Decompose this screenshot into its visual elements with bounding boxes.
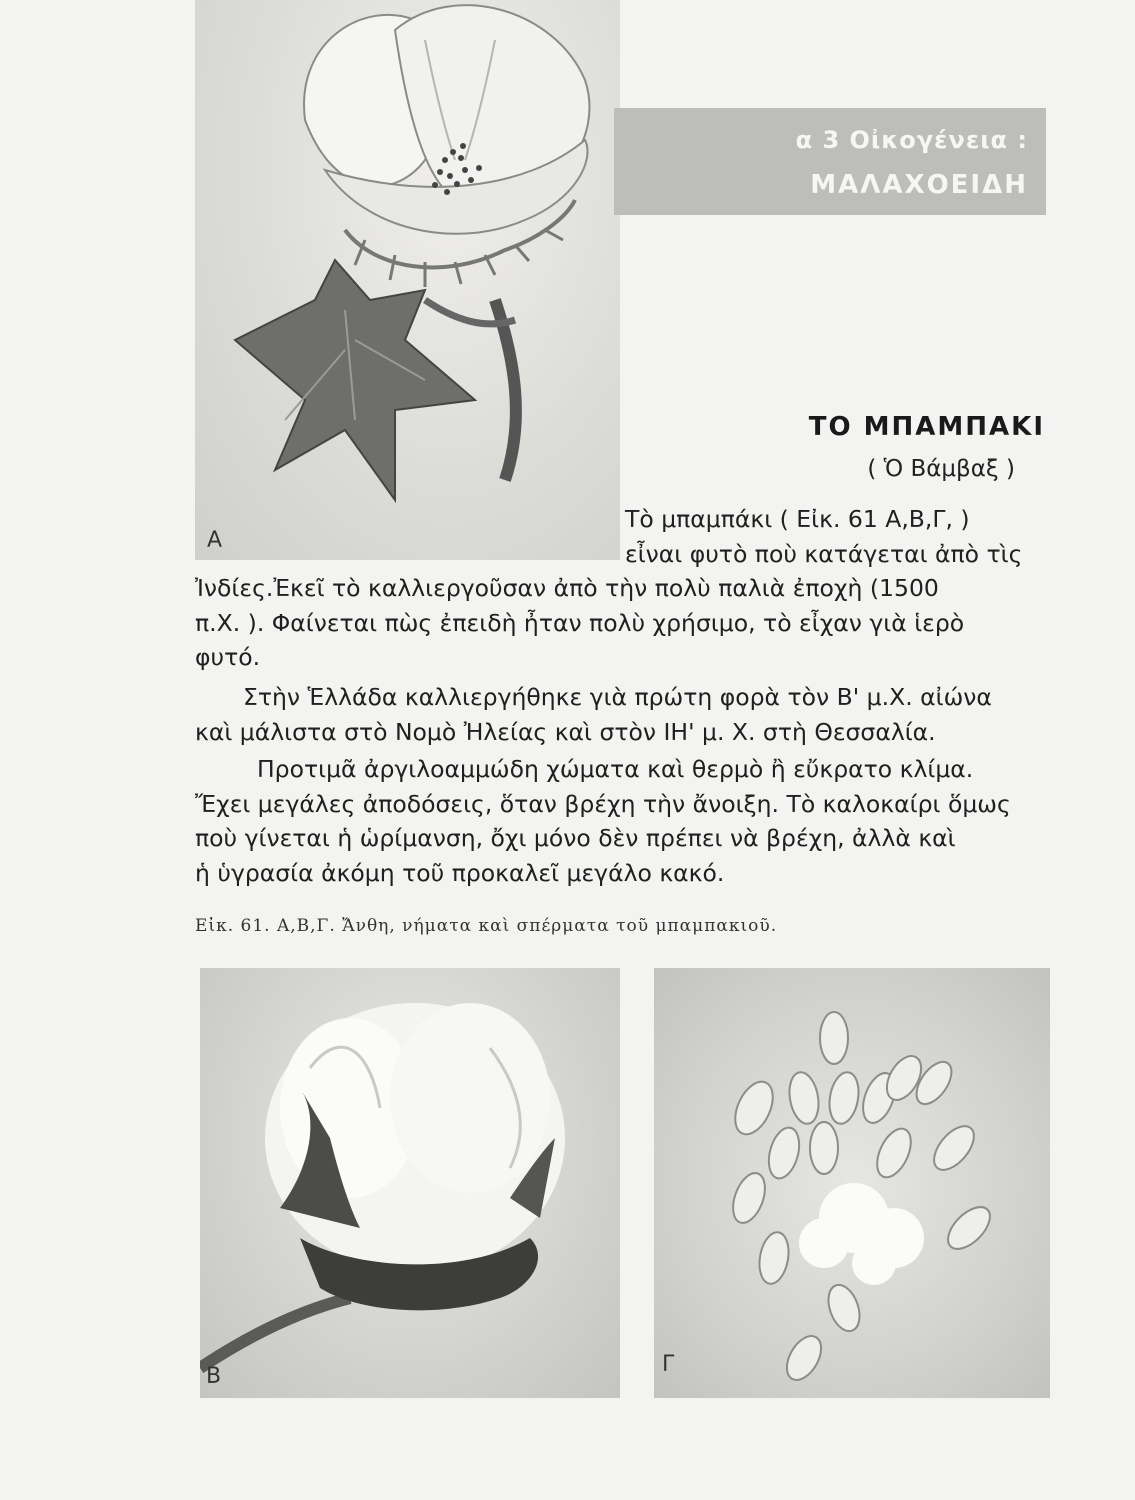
text-line: καὶ μάλιστα στὸ Νομὸ Ἠλείας καὶ στὸν ΙΗ' μ. Χ. στὴ Θεσσαλία. <box>195 717 936 746</box>
text-line: Τὸ μπαμπάκι ( Εἰκ. 61 Α,Β,Γ, ) <box>625 505 970 533</box>
text-line: π.Χ. ). Φαίνεται πὼς ἐπειδὴ ἦταν πολὺ χρήσιμο, τὸ εἶχαν γιὰ ἱερὸ <box>195 608 965 637</box>
figure-caption: Εἰκ. 61. Α,Β,Γ. Ἄνθη, νήματα καὶ σπέρματα τοῦ μπαμπακιοῦ. <box>195 916 778 936</box>
figure-a-label: Α <box>207 528 223 553</box>
text-line: εἶναι φυτὸ ποὺ κατάγεται ἀπὸ τὶς <box>625 539 1023 568</box>
figure-g-cotton-seeds <box>654 968 1050 1398</box>
cotton-boll-drawing <box>200 968 620 1398</box>
family-name: ΜΑΛΑΧΟΕΙΔΗ <box>810 170 1028 200</box>
cotton-seeds-drawing <box>654 968 1050 1398</box>
figure-g-label: Γ <box>662 1352 675 1377</box>
page-title: ΤΟ ΜΠΑΜΠΑΚΙ <box>808 412 1045 442</box>
cotton-flower-drawing <box>195 0 620 560</box>
paragraph-1-body <box>195 571 1055 675</box>
text-line: φυτό. <box>195 643 261 671</box>
figure-b-cotton-boll <box>200 968 620 1398</box>
family-label: α 3 Οἰκογένεια : <box>795 126 1028 154</box>
paragraph-2 <box>195 680 1055 749</box>
paragraph-3 <box>195 752 1055 890</box>
figure-b-label: Β <box>206 1364 222 1389</box>
family-banner <box>614 108 1046 215</box>
paragraph-1-start <box>625 502 1055 571</box>
text-line: Προτιμᾶ ἀργιλοαμμώδη χώματα καὶ θερμὸ ἢ εὔκρατο κλίμα. <box>257 755 974 783</box>
figure-a-cotton-flower <box>195 0 620 560</box>
text-line: Στὴν Ἑλλάδα καλλιεργήθηκε γιὰ πρώτη φορὰ τὸν Β' μ.Χ. αἰώνα <box>243 683 992 711</box>
text-line: ποὺ γίνεται ἡ ὡρίμανση, ὄχι μόνο δὲν πρέπει νὰ βρέχη, ἀλλὰ καὶ <box>195 824 956 852</box>
text-line: ἡ ὑγρασία ἀκόμη τοῦ προκαλεῖ μεγάλο κακό. <box>195 858 725 887</box>
text-line: Ἰνδίες.Ἐκεῖ τὸ καλλιεργοῦσαν ἀπὸ τὴν πολὺ παλιὰ ἐποχὴ (1500 <box>195 574 939 602</box>
page-subtitle: ( Ὁ Βάμβαξ ) <box>867 456 1015 482</box>
text-line: Ἔχει μεγάλες ἀποδόσεις, ὅταν βρέχη τὴν ἄνοιξη. Τὸ καλοκαίρι ὅμως <box>195 789 1011 818</box>
